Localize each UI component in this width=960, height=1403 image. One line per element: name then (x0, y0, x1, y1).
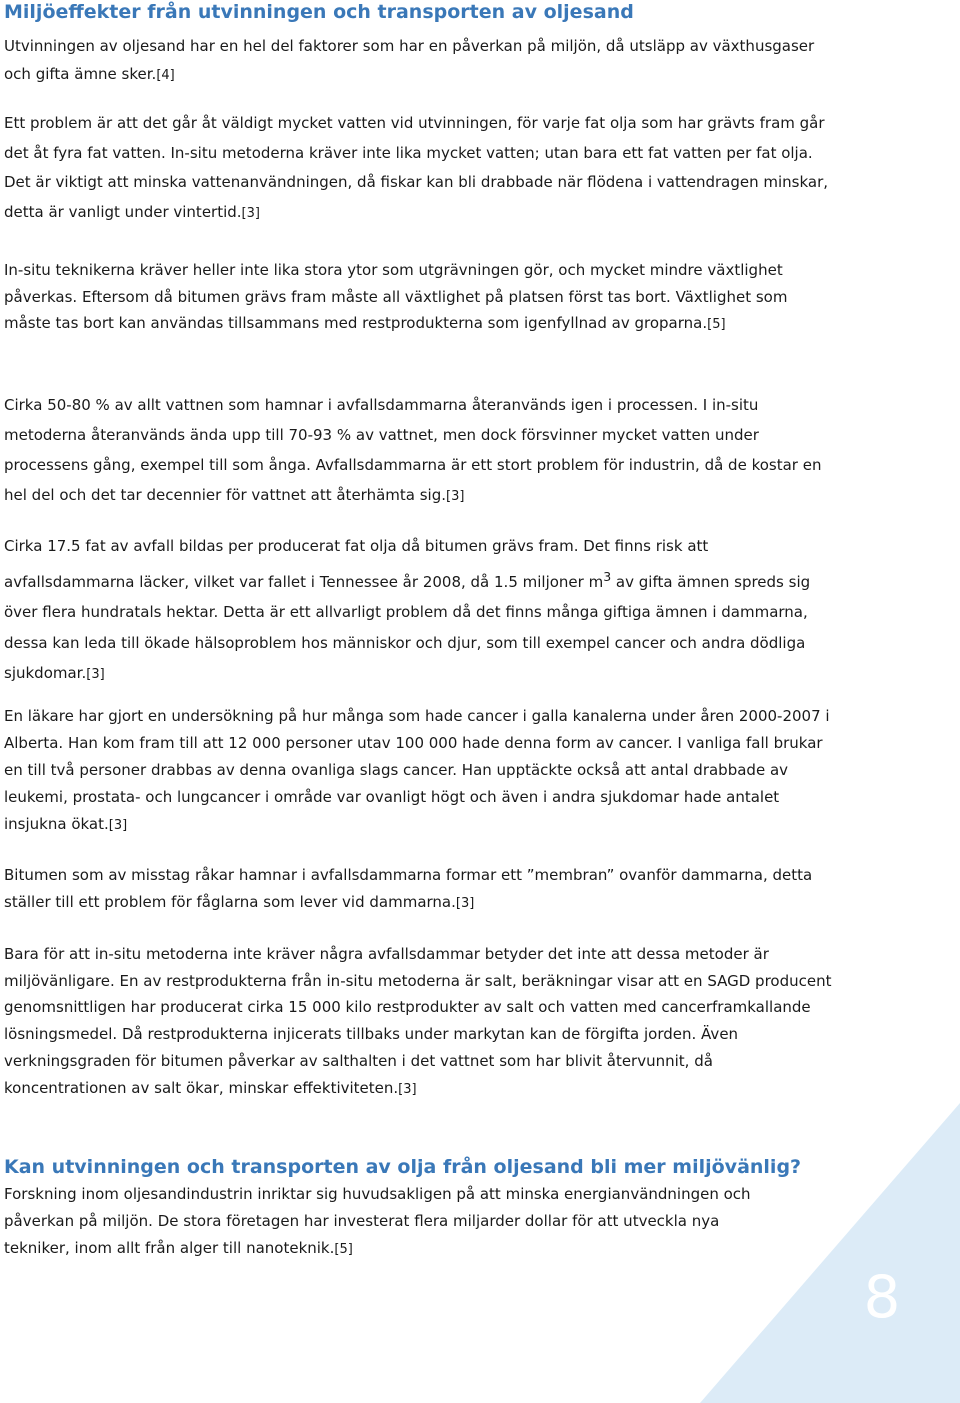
paragraph-text: Forskning inom oljesandindustrin inriktar sig huvudsakligen på att minska energianvändningen och påverkan på miljön. De stora företagen har investerat flera miljarder dollar för att utveckla nya tekniker, inom allt från alger till nanoteknik. (4, 1185, 751, 1257)
paragraph-tailings-water (4, 390, 834, 512)
paragraph-text: En läkare har gjort en undersökning på hur många som hade cancer i galla kanalerna under åren 2000-2007 i Alberta. Han kom fram till att 12 000 personer utav 100 000 hade denna form av cancer. I vanliga fall brukar en till två personer drabbas av denna ovanliga slags cancer. Han upptäckte också att antal drabbade av leukemi, prostata- och lungcancer i område var ovanligt högt och även i andra sjukdomar hade antalet insjukna ökat. (4, 707, 830, 833)
citation: [3] (86, 667, 105, 682)
page-number: 8 (863, 1263, 901, 1331)
paragraph-land-use (4, 257, 834, 339)
citation: [5] (707, 317, 726, 332)
citation: [4] (156, 68, 175, 83)
citation: [3] (398, 1081, 417, 1097)
paragraph-text: Bara för att in-situ metoderna inte kräver några avfallsdammar betyder det inte att dessa metoder är miljövänligare. En av restprodukterna från in-situ metoderna är salt, beräkningar visar att en SAGD producent genomsnittligen har producerat cirka 15 000 kilo restprodukter av salt och vatten med cancerframkallande lösningsmedel. Då restprodukterna injicerats tillbaks under markytan kan de förgifta jorden. Även verkningsgraden för bitumen påverkar av salthalten i det vattnet som har blivit återvunnit, då koncentrationen av salt ökar, minskar effektiviteten. (4, 945, 832, 1097)
paragraph-water-use (4, 109, 834, 228)
paragraph-text: In-situ teknikerna kräver heller inte lika stora ytor som utgrävningen gör, och mycket mindre växtlighet påverkas. Eftersom då bitumen grävs fram måste all växtlighet på platsen först tas bort. Växtlighet som måste tas bort kan användas tillsammans med restprodukterna som igenfyllnad av groparna. (4, 261, 788, 332)
paragraph-birds (4, 862, 834, 917)
paragraph-text: Utvinningen av oljesand har en hel del faktorer som har en påverkan på miljön, då utsläpp av växthusgaser och gifta ämne sker. (4, 37, 815, 83)
paragraph-waste-leak (4, 531, 834, 691)
section-heading: Kan utvinningen och transporten av olja från oljesand bli mer miljövänlig? (4, 1156, 802, 1178)
paragraph-text: Bitumen som av misstag råkar hamnar i avfallsdammarna formar ett ”membran” ovanför dammarna, detta ställer till ett problem för fåglarna som lever vid dammarna. (4, 866, 813, 911)
superscript-exponent: 3 (603, 568, 612, 584)
paragraph-text: Ett problem är att det går åt väldigt mycket vatten vid utvinningen, för varje fat olja som har grävts fram går det åt fyra fat vatten. In-situ metoderna kräver inte lika mycket vatten; utan bara ett fat vatten per fat olja. Det är viktigt att minska vattenanvändningen, då fiskar kan bli drabbade när flödena i vattendragen minskar, detta är vanligt under vintertid. (4, 114, 829, 221)
paragraph-emissions (4, 32, 834, 90)
paragraph-research (4, 1181, 774, 1263)
citation: [3] (446, 489, 465, 504)
paragraph-cancer-study (4, 703, 834, 839)
paragraph-in-situ-salt (4, 941, 834, 1103)
citation: [3] (108, 818, 128, 833)
section-heading: Miljöeffekter från utvinningen och transporten av oljesand (4, 1, 634, 23)
citation: [5] (334, 1242, 353, 1257)
citation: [3] (455, 896, 475, 911)
paragraph-text: av gifta ämnen spreds sig över flera hundratals hektar. Detta är ett allvarligt problem då det finns många giftiga ämnen i dammarna, dessa kan leda till ökade hälsoproblem hos människor och djur, som till exempel cancer och andra dödliga sjukdomar. (4, 572, 811, 682)
citation: [3] (241, 205, 260, 221)
paragraph-text: Cirka 50-80 % av allt vattnen som hamnar i avfallsdammarna återanvänds igen i processen. I in-situ metoderna återanvänds ända upp till 70-93 % av vattnet, men dock försvinner mycket vatten under processens gång, exempel till som ånga. Avfallsdammarna är ett stort problem för industrin, då de kostar en hel del och det tar decennier för vattnet att återhämta sig. (4, 396, 822, 504)
paragraph-text: Cirka 17.5 fat av avfall bildas per producerat fat olja då bitumen grävs fram. Det finns risk att avfallsdammarna läcker, vilket var fallet i Tennessee år 2008, då 1.5 miljoner m (4, 537, 709, 591)
